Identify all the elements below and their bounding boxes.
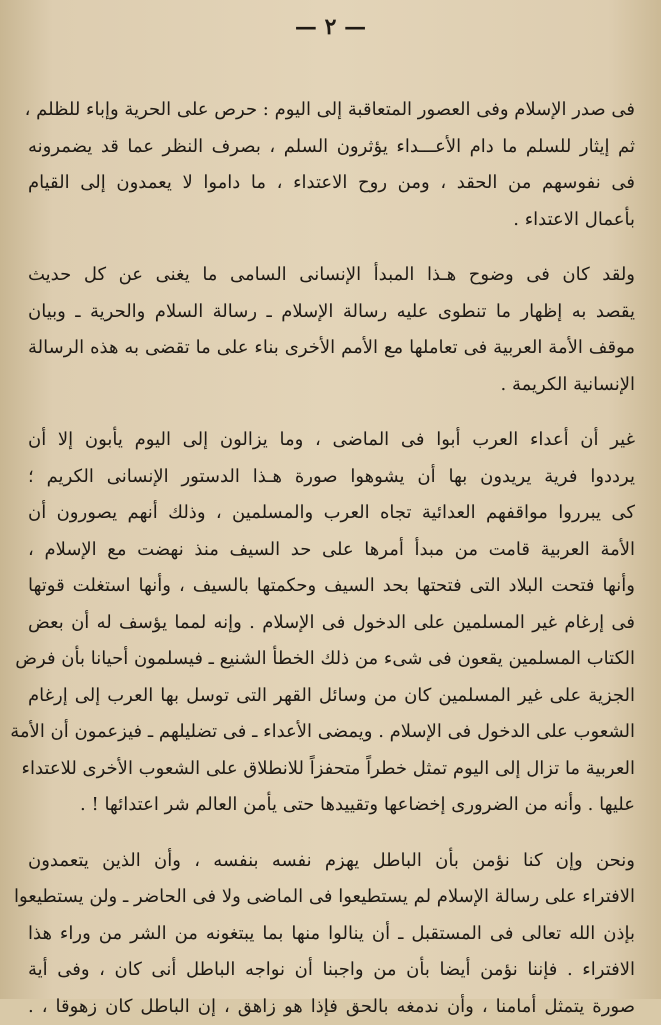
- text-line: يقصد به إظهار ما تنطوى عليه رسالة الإسلام ـ رسالة السلام والحرية ـ وبيان: [28, 294, 635, 331]
- text-line: الجزية على غير المسلمين كان من وسائل القهر التى توسل بها العرب إلى إرغام: [28, 678, 635, 715]
- text-line: العربية ما تزال إلى اليوم تمثل خطراً متحفزاً للانطلاق على الشعوب الأخرى للاعتداء: [28, 751, 635, 788]
- text-line: كى يبرروا مواقفهم العدائية تجاه العرب والمسلمين ، وذلك أنهم يصورون أن: [28, 495, 635, 532]
- text-line: بإذن الله تعالى فى المستقبل ـ أن ينالوا منها بما يبتغونه من الشر من وراء هذا: [28, 916, 635, 953]
- text-line: الشعوب على الدخول فى الإسلام . ويمضى الأعداء ـ فى تضليلهم ـ فيزعمون أن الأمة: [28, 714, 635, 751]
- paragraph: [28, 92, 635, 238]
- paragraph: [28, 422, 635, 824]
- text-line: وأنها فتحت البلاد التى فتحتها بحد السيف وحكمتها بالسيف ، وأنها استغلت قوتها: [28, 568, 635, 605]
- text-line: صورة يتمثل أمامنا ، وأن ندمغه بالحق فإذا هو زاهق ، إن الباطل كان زهوقا ، .: [28, 989, 635, 1025]
- text-line: يرددوا فرية يريدون بها أن يشوهوا صورة هـذا الدستور الإنسانى الكريم ؛: [28, 459, 635, 496]
- paragraph: [28, 843, 635, 1025]
- text-line: غير أن أعداء العرب أبوا فى الماضى ، وما يزالون إلى اليوم يأبون إلا أن: [28, 422, 635, 459]
- page-number: — ٢ —: [0, 14, 661, 40]
- text-line: فى نفوسهم من الحقد ، ومن روح الاعتداء ، ما داموا لا يعمدون إلى القيام: [28, 165, 635, 202]
- text-line: الأمة العربية قامت من مبدأ أمرها على حد السيف منذ نهضت مع الإسلام ،: [28, 532, 635, 569]
- text-line: ونحن وإن كنا نؤمن بأن الباطل يهزم نفسه بنفسه ، وأن الذين يتعمدون: [28, 843, 635, 880]
- text-line: موقف الأمة العربية فى تعاملها مع الأمم الأخرى بناء على ما تقضى به هذه الرسالة: [28, 330, 635, 367]
- text-line: الإنسانية الكريمة .: [28, 367, 635, 404]
- text-line: عليها . وأنه من الضرورى إخضاعها وتقييدها حتى يأمن العالم شر اعتدائها ! .: [28, 787, 635, 824]
- text-line: الكتاب المسلمين يقعون فى شىء من ذلك الخطأ الشنيع ـ فيسلمون أحيانا بأن فرض: [28, 641, 635, 678]
- text-line: فى صدر الإسلام وفى العصور المتعاقبة إلى اليوم : حرص على الحرية وإباء للظلم ،: [28, 92, 635, 129]
- text-line: فى إرغام غير المسلمين على الدخول فى الإسلام . وإنه لمما يؤسف له أن بعض: [28, 605, 635, 642]
- paragraph: [28, 257, 635, 403]
- text-line: الافتراء على رسالة الإسلام لم يستطيعوا فى الماضى ولا فى الحاضر ـ ولن يستطيعوا: [28, 879, 635, 916]
- text-line: الافتراء . فإننا نؤمن أيضا بأن من واجبنا أن نواجه الباطل أنى كان ، وفى أية: [28, 952, 635, 989]
- text-body: [28, 92, 635, 1025]
- text-line: بأعمال الاعتداء .: [28, 202, 635, 239]
- text-line: ثم إيثار للسلم ما دام الأعـــداء يؤثرون السلم ، بصرف النظر عما قد يضمرونه: [28, 129, 635, 166]
- text-line: ولقد كان فى وضوح هـذا المبدأ الإنسانى السامى ما يغنى عن كل حديث: [28, 257, 635, 294]
